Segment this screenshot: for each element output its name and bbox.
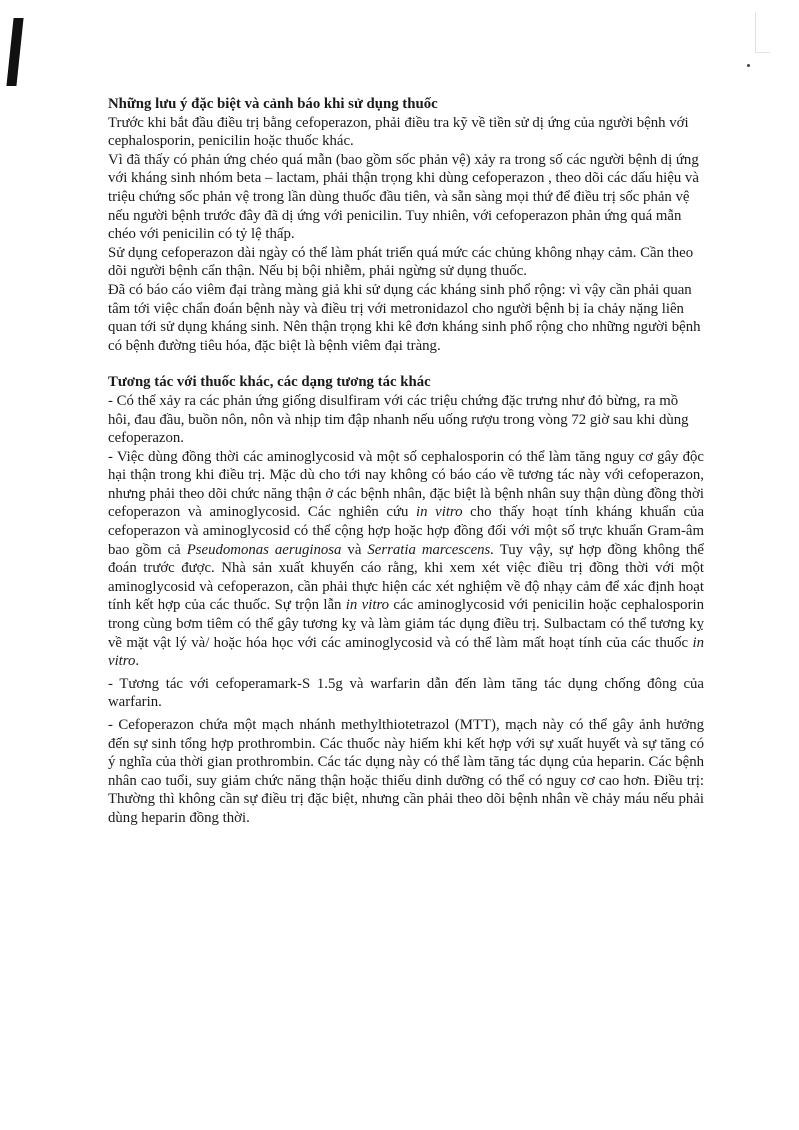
section-heading-warnings: Những lưu ý đặc biệt và cảnh báo khi sử dụng thuốc — [108, 96, 438, 112]
italic-term: in vitro — [108, 634, 704, 670]
paragraph: Đã có báo cáo viêm đại tràng màng giả khi sử dụng các kháng sinh phổ rộng: vì vậy cần phải quan tâm tới việc chẩn đoán bệnh này và điều trị với metronidazol cho người bệnh bị ỉa chảy nặng liên quan tới sử dụng kháng sinh. Nên thận trọng khi kê đơn kháng sinh phổ rộng cho những người bệnh có bệnh đường tiêu hóa, đặc biệt là bệnh viêm đại tràng. — [108, 281, 701, 354]
italic-term: Pseudomonas aeruginosa — [186, 541, 342, 558]
paragraph: Trước khi bắt đầu điều trị bằng cefoperazon, phải điều tra kỹ về tiền sử dị ứng của người bệnh với cephalosporin, penicilin hoặc thuốc khác. — [108, 114, 689, 150]
italic-term: in vitro — [345, 597, 390, 614]
section-spacer — [108, 355, 704, 373]
text-run: . — [135, 653, 140, 670]
italic-term: Serratia marcescens. — [367, 541, 495, 558]
paragraph: Vì đã thấy có phản ứng chéo quá mẫn (bao gồm sốc phản vệ) xảy ra trong số các người bệnh dị ứng với kháng sinh nhóm beta – lactam, phải thận trọng khi dùng cefoperazon , theo dõi các dấu hiệu và triệu chứng sốc phản vệ trong lần dùng thuốc đầu tiên, và sẵn sàng mọi thứ để điều trị sốc phản vệ nếu người bệnh trước đây đã dị ứng với penicilin. Tuy nhiên, với cefoperazon phản ứng quá mẫn chéo với penicilin có tỷ lệ thấp. — [108, 151, 699, 243]
scan-corner-mark — [755, 12, 770, 53]
italic-term: in vitro — [416, 504, 463, 521]
paragraph: - Có thể xảy ra các phản ứng giống disulfiram với các triệu chứng đặc trưng như đỏ bừng, ra mồ hôi, đau đầu, buồn nôn, nôn và nhịp tim đập nhanh nếu uống rượu trong vòng 72 giờ sau khi dùng cefoperazon. — [108, 392, 689, 447]
scan-edge-mark — [6, 18, 23, 86]
text-run: các aminoglycosid với penicilin hoặc cephalosporin trong cùng bơm tiêm có thể gây tương kỵ và làm giảm tác dụng điều trị. Sulbactam có thể tương kỵ về mặt vật lý và/ hoặc hóa học với các aminoglycosid và có thể làm mất hoạt tính của các thuốc — [108, 597, 705, 651]
text-run: và — [341, 541, 368, 558]
paragraph: - Tương tác với cefoperamark-S 1.5g và warfarin dẫn đến làm tăng tác dụng chống đông của warfarin. — [108, 675, 704, 711]
paragraph: - Cefoperazon chứa một mạch nhánh methylthiotetrazol (MTT), mạch này có thể gây ảnh hưởng đến sự sinh tổng hợp prothrombin. Các thuốc này hiếm khi kết hợp với sự xuất huyết và sự tăng có ý nghĩa của thời gian prothrombin. Các tác dụng này có thể làm tăng tác dụng của heparin. Các bệnh nhân cao tuổi, suy giảm chức năng thận hoặc thiếu dinh dưỡng có thể có nguy cơ cao hơn. Điều trị: Thường thì không cần sự điều trị đặc biệt, nhưng cần phải theo dõi bệnh nhân về chảy máu nếu phải dùng heparin đồng thời. — [108, 717, 704, 826]
paragraph-aminoglycosid — [108, 448, 704, 671]
document-body — [108, 95, 704, 828]
text-run: - Việc dùng đồng thời các aminoglycosid và một số cephalosporin có thể làm tăng nguy cơ gây độc hại thận trong khi điều trị. Mặc dù cho tới nay không có báo cáo về tương tác này với cefoperazon, nhưng phải theo dõi chức năng thận ở các bệnh nhân, đặc biệt là bệnh nhân suy thận dùng đồng thời cefoperazon và aminoglycosid. Các nghiên cứu — [108, 448, 704, 521]
paragraph: Sử dụng cefoperazon dài ngày có thể làm phát triển quá mức các chủng không nhạy cảm. Cần theo dõi người bệnh cẩn thận. Nếu bị bội nhiễm, phải ngừng sử dụng thuốc. — [108, 244, 694, 280]
text-run: cho thấy hoạt tính kháng khuẩn của cefoperazon và aminoglycosid có thể cộng hợp hoặc hợp đồng đối với một số trực khuẩn Gram-âm bao gồm cả — [108, 504, 705, 558]
section-heading-interactions: Tương tác với thuốc khác, các dạng tương tác khác — [108, 374, 431, 391]
text-run: Tuy vậy, sự hợp đồng không thể đoán trước được. Nhà sản xuất khuyến cáo rằng, khi xem xét việc điều trị đồng thời với một aminoglycosid và cefoperazon, cần phải thực hiện các xét nghiệm về độ nhạy cảm để xác định hoạt tính kết hợp của các thuốc. Sự trộn lẫn — [108, 541, 704, 614]
scan-dot — [747, 64, 750, 67]
